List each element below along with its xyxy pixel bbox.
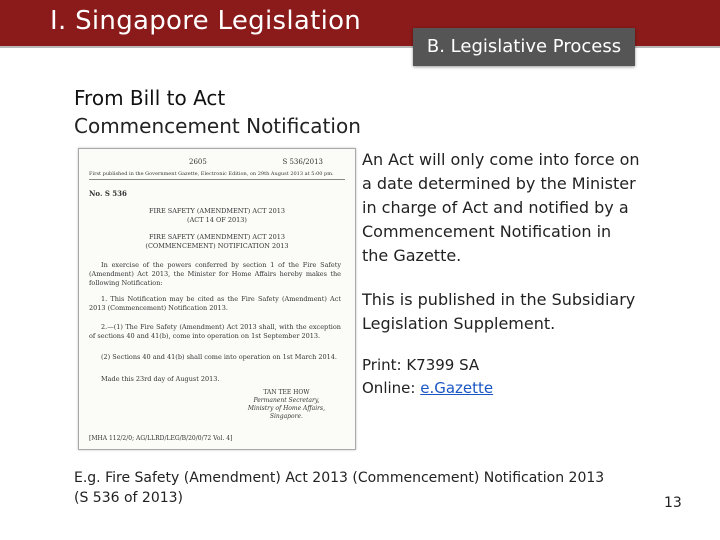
subtitle-commencement-notification: Commencement Notification xyxy=(74,114,361,138)
body-paragraph-1: An Act will only come into force on a date determined by the Minister in charge of Act and notified by a Commencement Notification in the Gazette. xyxy=(362,150,640,265)
example-citation xyxy=(74,468,604,508)
doc-reference: [MHA 112/2/0; AG/LLRD/LEG/B/20/0/72 Vol. 4] xyxy=(89,435,233,442)
doc-paragraph-2: 2.—(1) The Fire Safety (Amendment) Act 2013 shall, with the exception of sections 40 and 41(b), come into operation on 1st September 2013. xyxy=(89,323,341,340)
doc-intro-paragraph: In exercise of the powers conferred by section 1 of the Fire Safety (Amendment) Act 2013, the Minister for Home Affairs hereby makes the following Notification: xyxy=(89,261,341,287)
doc-signer-title-2: Ministry of Home Affairs, xyxy=(247,405,325,412)
doc-act-number: (ACT 14 OF 2013) xyxy=(187,216,247,224)
online-reference xyxy=(362,377,493,400)
doc-paragraph-3: (2) Sections 40 and 41(b) shall come into operation on 1st March 2014. xyxy=(101,353,337,361)
page-number: 13 xyxy=(664,495,682,511)
doc-notification-title-2: (COMMENCEMENT) NOTIFICATION 2013 xyxy=(145,242,289,250)
doc-act-title: FIRE SAFETY (AMENDMENT) ACT 2013 xyxy=(148,207,286,215)
slide-title: I. Singapore Legislation xyxy=(50,6,362,36)
egazette-link[interactable]: e.Gazette xyxy=(420,379,494,397)
gazette-document-image xyxy=(78,148,356,450)
doc-published-line: First published in the Government Gazette, Electronic Edition, on 29th August 2013 at 5:00 pm. xyxy=(89,171,345,180)
doc-signature-block xyxy=(248,389,325,421)
doc-no-label: No. S 536 xyxy=(89,189,127,198)
example-line-1: E.g. Fire Safety (Amendment) Act 2013 (Commencement) Notification 2013 xyxy=(74,470,605,486)
doc-s-number: S 536/2013 xyxy=(282,158,323,166)
online-label: Online: xyxy=(362,379,421,397)
publication-info xyxy=(362,354,493,400)
doc-page-number: 2605 xyxy=(189,158,207,166)
doc-notification-title-1: FIRE SAFETY (AMENDMENT) ACT 2013 xyxy=(148,233,286,241)
doc-signer-title-3: Singapore. xyxy=(269,413,303,420)
doc-paragraph-1: 1. This Notification may be cited as the Fire Safety (Amendment) Act 2013 (Commencement) Notification 2013. xyxy=(89,295,341,312)
doc-made-line: Made this 23rd day of August 2013. xyxy=(101,375,220,383)
print-reference: Print: K7399 SA xyxy=(362,356,480,374)
doc-signer-name: TAN TEE HOW xyxy=(263,389,310,396)
body-paragraph-2: This is published in the Subsidiary Legislation Supplement. xyxy=(362,290,636,333)
subtitle-from-bill-to-act: From Bill to Act xyxy=(74,86,226,110)
section-label: B. Legislative Process xyxy=(413,28,635,66)
example-line-2: (S 536 of 2013) xyxy=(74,490,184,506)
doc-signer-title-1: Permanent Secretary, xyxy=(253,397,320,404)
